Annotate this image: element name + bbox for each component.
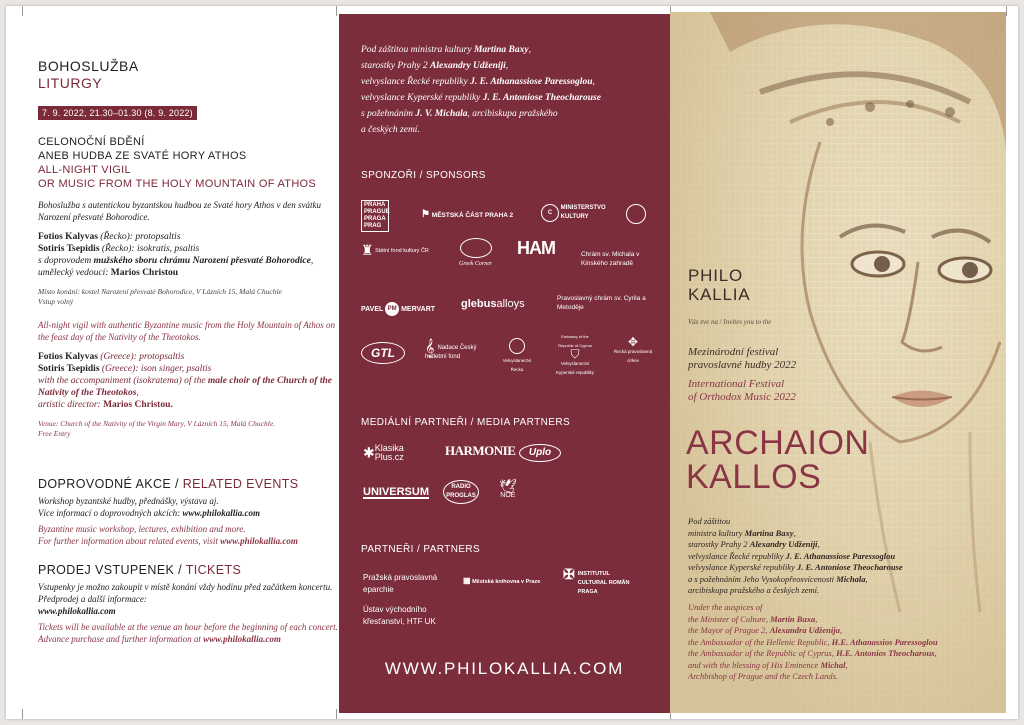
pavel-mervart-logo <box>361 302 435 316</box>
praha2-text: MĚSTSKÁ ČÁST PRAHA 2 <box>431 212 514 219</box>
text: , <box>839 625 842 635</box>
patron-name: Martina Baxy <box>473 45 529 55</box>
text: , <box>865 573 868 584</box>
related-title-cz: DOPROVODNÉ AKCE / <box>38 477 183 491</box>
crop-mark <box>22 6 23 16</box>
round-emblem-icon <box>626 204 646 226</box>
nadace-logo <box>425 340 495 362</box>
upl-logo <box>519 444 561 462</box>
related-link-cz[interactable]: www.philokallia.com <box>182 508 261 518</box>
nadace-text: Nadace Český hudební fond <box>425 345 477 360</box>
shield-icon: ⛉ <box>570 347 580 361</box>
patron-name: J. V. Michala <box>415 109 468 119</box>
text: Více informací o doprovodných akcích: <box>38 508 183 518</box>
vigil-cz-2: ANEB HUDBA ZE SVATÉ HORY ATHOS <box>38 150 247 162</box>
text: a českých zemí. <box>361 125 420 135</box>
related-desc-en <box>38 523 338 547</box>
text: ARCHAION <box>686 424 870 462</box>
tickets-link-en[interactable]: www.philokallia.com <box>203 634 281 644</box>
patron-name: Alexandry Udženiji <box>430 61 506 71</box>
text: velvyslance Řecké republiky <box>688 550 786 561</box>
text: the Ambassador of the Republic of Cyprus, <box>688 648 837 658</box>
patron-name: Michal <box>820 659 846 670</box>
seal-icon <box>509 338 525 354</box>
performers-en <box>38 351 338 411</box>
festival-name <box>686 426 869 494</box>
left-panel <box>38 58 338 645</box>
text: Pod záštitou ministra kultury <box>361 45 474 55</box>
text: and with the blessing of His Eminence <box>688 659 821 670</box>
circle-icon <box>626 204 646 224</box>
liturgy-title-cz: BOHOSLUŽBA <box>38 58 139 74</box>
text: artistic director: <box>38 400 104 410</box>
text: s požehnáním <box>361 109 416 119</box>
cirkev-text: Řecká pravoslavná církev <box>613 349 653 363</box>
entry-cz: Vstup volný <box>38 297 74 306</box>
text: , <box>934 648 937 658</box>
pavel-text: PAVEL <box>361 305 384 313</box>
icr-text: INSTITUTUL CULTURAL ROMÂN PRAGA <box>577 571 630 595</box>
universum-logo: UNIVERSUM <box>363 486 430 498</box>
patron-name: J. E. Athanassiose Paressoglou <box>470 77 593 87</box>
klasika-logo <box>363 444 411 462</box>
crop-mark <box>336 709 337 719</box>
eagle-icon: ✥ <box>627 335 639 349</box>
tickets-title-en: TICKETS <box>185 563 242 577</box>
tickets-title-cz: PRODEJ VSTUPENEK / <box>38 563 186 577</box>
performer-role: (Greece): protopsaltis <box>97 352 185 362</box>
harmonie-logo: HARMONIE <box>445 443 516 458</box>
pm-icon: PM <box>385 302 399 316</box>
greek-corner-text: Greek Corner <box>459 261 493 267</box>
liturgy-title-en: LITURGY <box>38 75 103 91</box>
festival-title-en <box>688 378 796 404</box>
text: , <box>817 539 820 549</box>
patron-name: Martina Baxy <box>744 527 794 538</box>
text: , <box>815 613 818 624</box>
greek-corner-logo <box>459 238 492 269</box>
related-heading <box>38 477 338 491</box>
noe-logo <box>499 478 517 500</box>
patronage-intro: Pod záštitou ministra kultury Martina Baxy, starostky Prahy 2 Alexandry Udženiji, velvyslance Řecké republiky J. E. Athanassiose Paressoglou, velvyslance Kyperské republiky J. E. Antoniose Theocharouse s požehnáním J. V. Michala, arcibiskupa pražského a českých zemí. <box>361 42 661 138</box>
sfk-text: Státní fond kultury ČR <box>375 247 429 254</box>
patron-name: J. E. Antoniose Theocharouse <box>796 562 903 572</box>
performer-role: (Řecko): protopsaltis <box>97 232 181 242</box>
text: , umělecký vedoucí: <box>38 256 314 278</box>
text: the Minister of Culture, <box>688 613 771 624</box>
text: Workshop byzantské hudby, přednášky, výstava aj. <box>38 496 219 506</box>
text: velvyslance Řecké republiky <box>361 77 471 87</box>
performer-role: (Greece): ison singer, psaltis <box>99 364 212 374</box>
text: Byzantine music workshop, lectures, exhibition and more. <box>38 524 246 534</box>
text: the Mayor of Prague 2, <box>688 625 770 635</box>
vel-kypr-logo <box>553 332 597 377</box>
vel-recko-logo <box>497 338 537 374</box>
performers-cz <box>38 231 338 279</box>
date-badge: 7. 9. 2022, 21.30–01.30 (8. 9. 2022) <box>38 106 197 120</box>
mervart-text: MERVART <box>401 305 436 313</box>
michal-church-logo: Chrám sv. Michala v Kinského zahradě <box>581 251 640 267</box>
cyril-church-logo: Pravoslavný chrám sv. Cyrila a Metoděje <box>557 295 646 311</box>
lion-icon: ♜ <box>361 242 374 258</box>
text: Pod záštitou <box>688 516 731 526</box>
upl-text: Uplo <box>519 444 561 462</box>
patron-name: H.E. Athanassios Paressoglou <box>831 636 938 647</box>
mk-icon: C <box>541 204 559 222</box>
music-icon: 𝄞 <box>425 340 435 357</box>
knihovna-logo <box>463 576 540 587</box>
performer-name: Fotios Kalyvas <box>38 232 98 242</box>
vigil-cz-1: CELONOČNÍ BDĚNÍ <box>38 136 145 148</box>
tickets-desc-en <box>38 621 338 645</box>
library-icon: ▦ <box>463 576 471 585</box>
text: a s požehnáním Jeho Vysokopřeosvícenosti <box>688 573 837 584</box>
vigil-en-2: OR MUSIC FROM THE HOLY MOUNTAIN OF ATHOS <box>38 178 317 190</box>
star-icon: ✱ <box>363 444 375 461</box>
text: Under the auspices of <box>688 602 763 612</box>
text: starostky Prahy 2 <box>361 61 431 71</box>
venue-cz: Místo konání: kostel Narození přesvaté Bohorodice, V Lázních 15, Malá Chuchle <box>38 287 282 296</box>
church-logo <box>613 335 653 365</box>
patron-name: J. E. Antoniose Theocharouse <box>482 93 601 103</box>
knihovna-text: Městská knihovna v Praze <box>472 579 541 585</box>
praha-logo <box>361 200 389 232</box>
sponsors-heading: SPONZOŘI / SPONSORS <box>361 170 486 181</box>
text: of Orthodox Music 2022 <box>688 391 796 403</box>
partners-heading: PARTNEŘI / PARTNERS <box>361 544 481 555</box>
mk-text: MINISTERSTVO KULTURY <box>560 205 606 220</box>
text: Mezinárodní festival <box>688 346 779 358</box>
htf-text: Ústav východního křesťanství, HTF UK <box>363 605 436 626</box>
text: KALLOS <box>686 458 822 496</box>
glebus-logo <box>461 300 525 309</box>
greek-corner-icon <box>460 238 492 258</box>
crop-mark <box>1006 6 1007 16</box>
praha2-logo <box>421 210 513 220</box>
logo-text-kallia: KALLIA <box>688 285 751 304</box>
related-desc-cz <box>38 495 338 519</box>
logo-philokallia <box>688 266 750 304</box>
patron-name: H.E. Antonios Theocharous <box>836 648 935 658</box>
text: , <box>136 388 139 398</box>
desc-en: All-night vigil with authentic Byzantine music from the Holy Mountain of Athos on the feast day of the Nativity of the Theotokos. <box>38 320 335 342</box>
ham-logo: HAM <box>517 238 555 258</box>
text: with the accompaniment (isokratema) of the <box>38 376 208 386</box>
auspices-cz <box>688 516 998 597</box>
patron-name: Alexandra Udženija <box>769 625 840 635</box>
website-url[interactable]: WWW.PHILOKALLIA.COM <box>384 659 625 678</box>
director-name: Marios Christou <box>110 268 179 278</box>
patron-name: Michala <box>836 573 866 584</box>
tickets-heading <box>38 563 338 577</box>
dove-icon: 🕊 <box>499 478 517 494</box>
text: pravoslavné hudby 2022 <box>688 359 797 371</box>
text: , <box>845 659 848 670</box>
text: the Ambassador of the Hellenic Republic, <box>688 636 832 647</box>
text: ministra kultury <box>688 527 745 538</box>
vigil-en-1: ALL-NIGHT VIGIL <box>38 164 131 176</box>
tickets-desc-cz <box>38 581 338 617</box>
vigil-heading <box>38 135 338 191</box>
gtl-logo <box>361 342 405 364</box>
tickets-link-cz[interactable]: www.philokallia.com <box>38 606 116 616</box>
choir-name: male choir of the Church of the Nativity of the Theotokos <box>38 376 332 398</box>
proglas-text: RADIO PROGLAS <box>443 480 479 504</box>
mk-logo <box>541 204 611 222</box>
cross-icon: ✠ <box>563 566 575 582</box>
sfk-logo <box>361 242 429 258</box>
praha2-icon: ⚑ <box>421 209 430 220</box>
embassy-text: Embassy of the Republic of Cyprus <box>558 334 592 348</box>
eparchie-text: Pražská pravoslavná eparchie <box>363 573 438 594</box>
text: arcibiskupa pražského a českých zemí. <box>688 585 820 595</box>
text: s doprovodem <box>38 256 94 266</box>
related-title-en: RELATED EVENTS <box>182 477 299 491</box>
text: Vstupenky je možno zakoupit v místě konání vždy hodinu před začátkem koncertu. Předprodej a další informace: <box>38 582 333 604</box>
crop-mark <box>336 6 337 16</box>
text: International Festival <box>688 378 785 390</box>
performer-name: Sotiris Tsepidis <box>38 364 100 374</box>
text: starostky Prahy 2 <box>688 539 750 549</box>
cover-text <box>670 12 1006 713</box>
middle-panel <box>339 14 670 713</box>
klasika-text: Klasika Plus.cz <box>374 443 404 462</box>
text: velvyslance Kyperské republiky <box>361 93 483 103</box>
vel-recko-text: Velvyslanectví Řecka <box>502 358 532 372</box>
performer-role: (Řecko): isokratis, psaltis <box>99 244 200 254</box>
logo-text-philo: PHILO <box>688 266 744 285</box>
proglas-logo <box>443 480 479 504</box>
right-panel <box>670 12 1006 713</box>
performer-name: Sotiris Tsepidis <box>38 244 100 254</box>
text: , <box>793 527 796 538</box>
crop-mark <box>22 709 23 719</box>
invite-text: Vás zve na / Invites you to the <box>688 318 772 326</box>
glebus-text-a: glebus <box>461 298 497 310</box>
gtl-text: GTL <box>361 342 405 364</box>
text: Archbishop of Prague and the Czech Lands. <box>688 671 839 681</box>
choir-name: mužského sboru chrámu Narození přesvaté Bohorodice <box>93 256 311 266</box>
icr-logo <box>563 566 638 597</box>
desc-cz: Bohoslužba s autentickou byzantskou hudbou ze Svaté hory Athos v den svátku Narození přesvaté Bohorodice. <box>38 200 322 222</box>
noe-text: NOE <box>500 492 516 499</box>
patron-name: Martin Baxa <box>770 613 816 624</box>
director-name: Marios Christou. <box>103 400 173 410</box>
festival-title-cz <box>688 346 796 372</box>
patron-name: J. E. Athanassiose Paressoglou <box>785 550 896 561</box>
entry-en: Free Entry <box>38 429 71 438</box>
auspices-en <box>688 602 998 683</box>
related-link-en[interactable]: www.philokallia.com <box>220 536 298 546</box>
media-heading: MEDIÁLNÍ PARTNEŘI / MEDIA PARTNERS <box>361 417 571 428</box>
glebus-text-b: alloys <box>496 298 525 310</box>
performer-name: Fotios Kalyvas <box>38 352 98 362</box>
text: velvyslance Kyperské republiky <box>688 562 797 572</box>
text: Tickets will be available at the venue an hour before the beginning of each concert. Advance purchase and further information at <box>38 622 338 644</box>
text: , arcibiskupa pražského <box>467 109 558 119</box>
patron-name: Alexandry Udženiji <box>749 539 818 549</box>
venue-en: Venue: Church of the Nativity of the Virgin Mary, V Lázních 15, Malá Chuchle. <box>38 419 276 428</box>
praha-logo-text: PRAHA PRAGUE PRAGA PRAG <box>361 200 389 232</box>
vel-kypr-text: Velvyslanectví Kyperské republiky <box>555 361 595 375</box>
text: For further information about related events, visit <box>38 536 221 546</box>
